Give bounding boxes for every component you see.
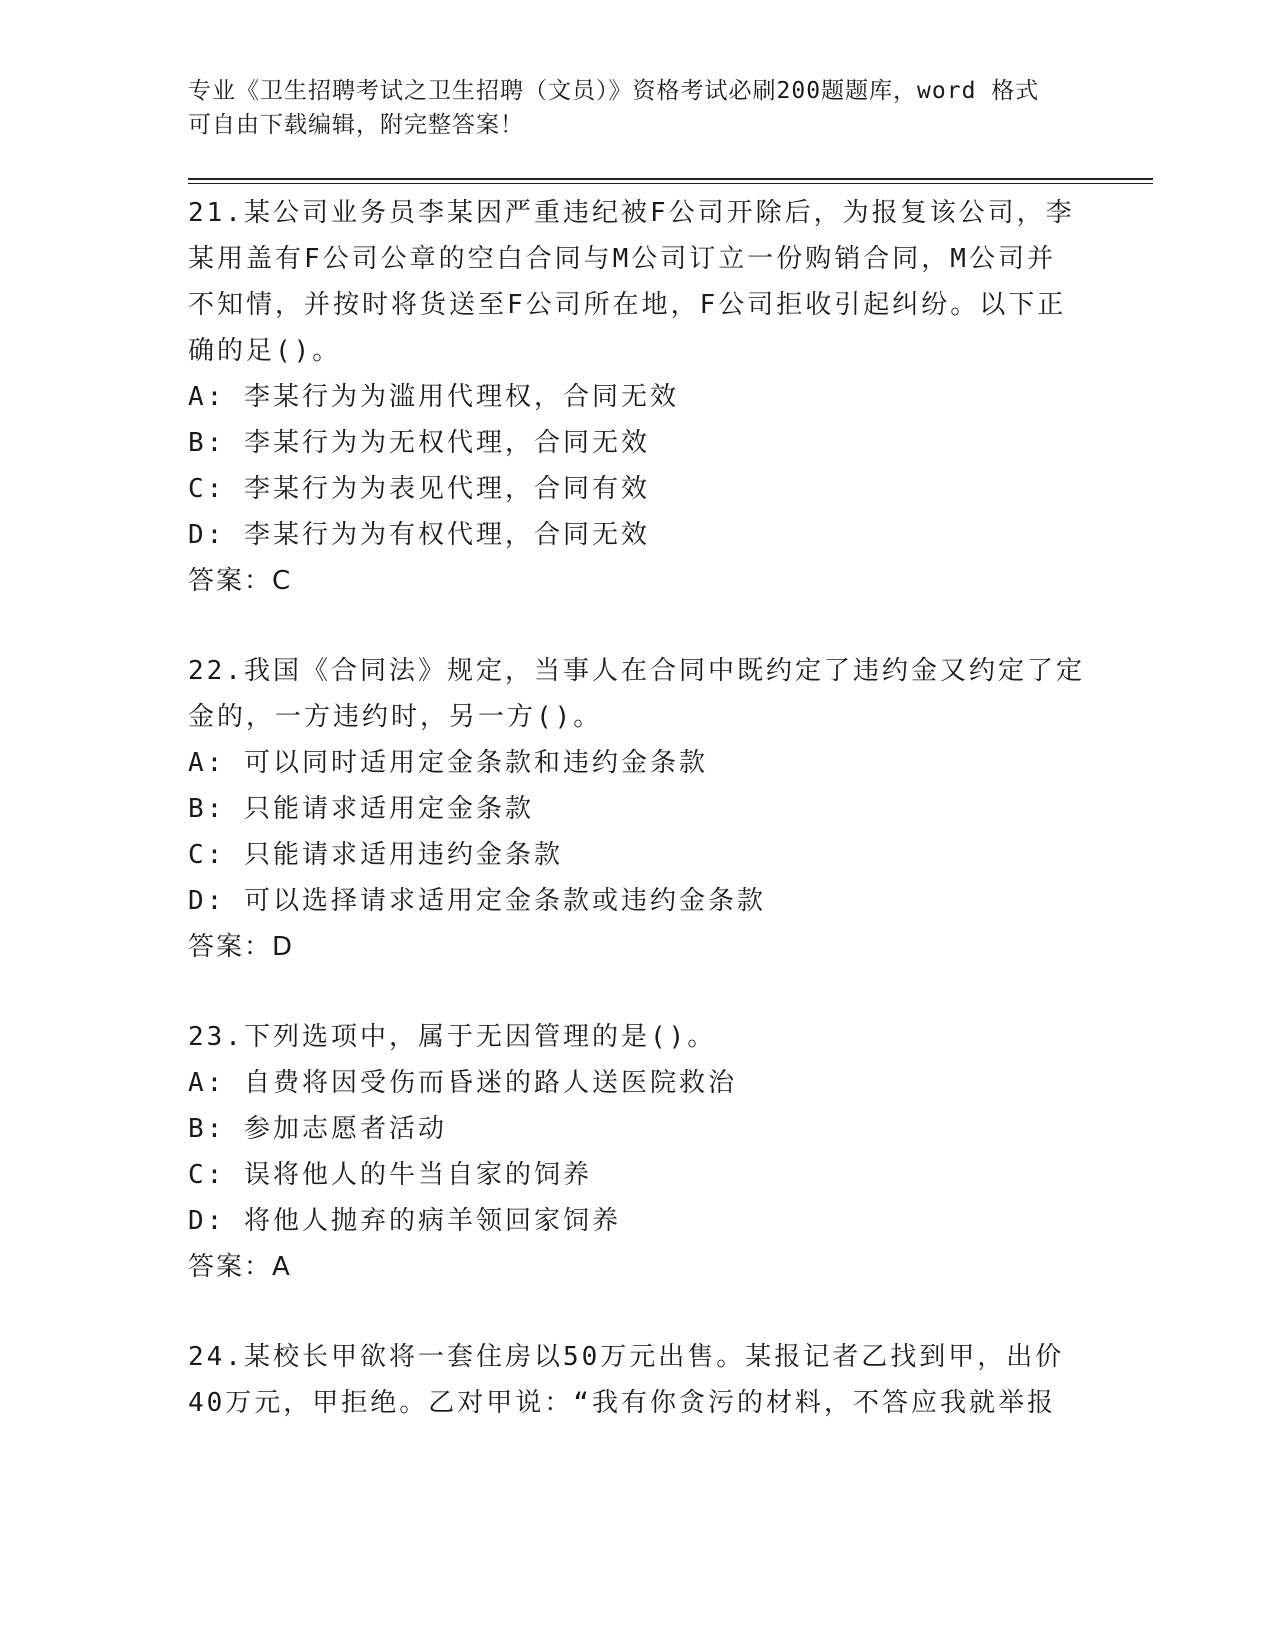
question-23 — [188, 1014, 1088, 1290]
question-22 — [188, 648, 1088, 970]
option-c: C: 李某行为为表见代理，合同有效 — [188, 474, 650, 504]
question-21 — [188, 190, 1088, 604]
question-list — [188, 190, 1088, 1426]
question-spacer — [188, 1290, 1088, 1334]
option-b: B: 李某行为为无权代理，合同无效 — [188, 428, 650, 458]
option-d: D: 李某行为为有权代理，合同无效 — [188, 520, 650, 550]
question-stem-line: 不知情，并按时将货送至F公司所在地，F公司拒收引起纠纷。以下正 — [188, 290, 1067, 320]
option-b: B: 参加志愿者活动 — [188, 1114, 447, 1144]
option-d: D: 将他人抛弃的病羊领回家饲养 — [188, 1206, 621, 1236]
option-d: D: 可以选择请求适用定金条款或违约金条款 — [188, 886, 766, 916]
option-b: B: 只能请求适用定金条款 — [188, 794, 534, 824]
option-a: A: 李某行为为滥用代理权，合同无效 — [188, 382, 679, 412]
option-a: A: 自费将因受伤而昏迷的路人送医院救治 — [188, 1068, 737, 1098]
header-line-2: 可自由下载编辑，附完整答案！ — [188, 112, 524, 138]
question-stem-line: 40万元，甲拒绝。乙对甲说：“我有你贪污的材料，不答应我就举报 — [188, 1388, 1056, 1418]
question-stem-line: 某用盖有F公司公章的空白合同与M公司订立一份购销合同，M公司并 — [188, 244, 1056, 274]
option-c: C: 只能请求适用违约金条款 — [188, 840, 563, 870]
option-c: C: 误将他人的牛当自家的饲养 — [188, 1160, 592, 1190]
document-header — [188, 74, 1088, 142]
question-stem-line: 金的，一方违约时，另一方()。 — [188, 702, 603, 732]
question-stem-line: 确的足()。 — [188, 336, 342, 366]
question-stem-line: 21.某公司业务员李某因严重违纪被F公司开除后，为报复该公司，李 — [188, 198, 1075, 228]
answer-line: 答案：C — [188, 566, 293, 596]
header-divider-thin — [188, 183, 1153, 184]
option-a: A: 可以同时适用定金条款和违约金条款 — [188, 748, 708, 778]
question-spacer — [188, 604, 1088, 648]
question-stem-line: 24.某校长甲欲将一套住房以50万元出售。某报记者乙找到甲，出价 — [188, 1342, 1065, 1372]
answer-line: 答案：A — [188, 1252, 292, 1282]
header-line-1: 专业《卫生招聘考试之卫生招聘（文员）》资格考试必刷200题题库，word 格式 — [188, 78, 1040, 104]
header-divider-thick — [188, 178, 1153, 180]
question-24 — [188, 1334, 1088, 1426]
question-stem-line: 23.下列选项中，属于无因管理的是()。 — [188, 1022, 717, 1052]
question-stem-line: 22.我国《合同法》规定，当事人在合同中既约定了违约金又约定了定 — [188, 656, 1085, 686]
answer-line: 答案：D — [188, 932, 295, 962]
question-spacer — [188, 970, 1088, 1014]
